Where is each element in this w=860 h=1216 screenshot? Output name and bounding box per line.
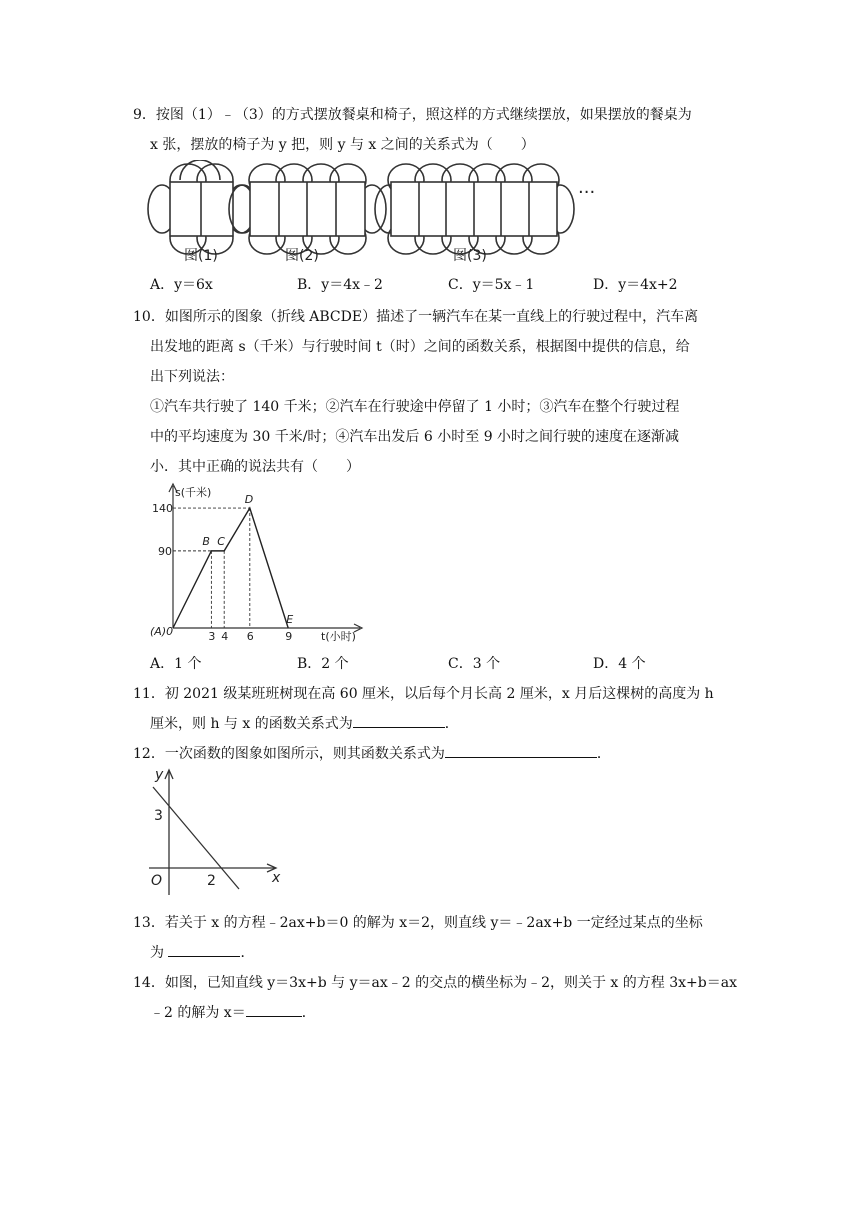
q13-line2: 为: [150, 945, 169, 961]
distance-polyline: [173, 508, 288, 628]
q9-tables-figure: [140, 160, 760, 270]
q13-line1: 13．若关于 x 的方程﹣2ax+b＝0 的解为 x＝2，则直线 y＝﹣2ax+b 一定经过某点的坐标: [133, 915, 703, 931]
x-tick-3: 3: [208, 630, 216, 643]
x-tick-9: 9: [285, 630, 293, 643]
figure-1-table: [148, 160, 255, 254]
y-intercept-label: 3: [154, 808, 163, 824]
q10-line1: 10．如图所示的图象（折线 ABCDE）描述了一辆汽车在某一直线上的行驶过程中，汽车离: [133, 309, 699, 325]
y-axis-label: s(千米): [175, 486, 212, 499]
y-axis-letter: y: [155, 767, 164, 783]
origin-letter: O: [151, 873, 163, 889]
q10-option-d: D．4 个: [593, 656, 646, 672]
q9-option-b: B．y＝4x﹣2: [297, 277, 383, 293]
q10-line4: ①汽车共行驶了 140 千米；②汽车在行驶途中停留了 1 小时；③汽车在整个行驶过程: [150, 399, 680, 415]
q9-line2: x 张，摆放的椅子为 y 把，则 y 与 x 之间的关系式为（ ）: [150, 137, 535, 153]
origin-label: (A)0: [150, 625, 174, 638]
q12-answer-blank[interactable]: [445, 743, 597, 758]
figure-2-tables: [229, 164, 386, 254]
x-axis-label: t(小时): [321, 630, 356, 643]
q10-line2: 出发地的距离 s（千米）与行驶时间 t（时）之间的函数关系，根据图中提供的信息，给: [150, 339, 690, 355]
q10-line3: 出下列说法：: [150, 369, 234, 385]
q12-line1-wrap: [133, 743, 611, 763]
y-tick-140: 140: [152, 502, 173, 516]
point-label-c: C: [217, 534, 225, 548]
continuation-ellipsis: ···: [578, 182, 596, 203]
point-label-d: D: [244, 493, 254, 507]
q9-option-a: A．y＝6x: [150, 277, 213, 293]
q9-line1: 9．按图（1）﹣（3）的方式摆放餐桌和椅子，照这样的方式继续摆放，如果摆放的餐桌为: [133, 107, 692, 123]
q13-answer-blank[interactable]: [168, 942, 240, 957]
q11-line2-end: ．: [444, 716, 459, 732]
q10-option-b: B．2 个: [297, 656, 349, 672]
figure-2-label: 图(2): [285, 248, 319, 264]
x-axis-letter: x: [272, 870, 281, 886]
x-tick-4: 4: [221, 630, 229, 643]
q13-line2-wrap: [150, 942, 254, 962]
q12-linear-function-graph: [145, 765, 295, 900]
q13-line2-end: ．: [240, 945, 255, 961]
point-label-b: B: [202, 534, 210, 548]
y-tick-90: 90: [158, 544, 172, 558]
q11-line1: 11．初 2021 级某班班树现在高 60 厘米，以后每个月长高 2 厘米，x 月后这棵树的高度为 h: [133, 686, 714, 702]
x-intercept-label: 2: [207, 873, 216, 889]
figure-3-tables: [375, 164, 574, 254]
q11-answer-blank[interactable]: [353, 713, 445, 728]
q10-option-a: A．1 个: [150, 656, 202, 672]
x-tick-6: 6: [246, 630, 254, 643]
q14-line2: ﹣2 的解为 x＝: [150, 1005, 246, 1021]
q9-option-c: C．y＝5x﹣1: [448, 277, 535, 293]
q12-line1-end: ．: [596, 746, 611, 762]
q12-line1: 12．一次函数的图象如图所示，则其函数关系式为: [133, 746, 445, 762]
q11-line2: 厘米，则 h 与 x 的函数关系式为: [150, 716, 353, 732]
function-line: [153, 787, 239, 889]
figure-3-label: 图(3): [453, 248, 487, 264]
q10-option-c: C．3 个: [448, 656, 501, 672]
q14-line1: 14．如图，已知直线 y＝3x+b 与 y＝ax﹣2 的交点的横坐标为﹣2，则关于 x 的方程 3x+b＝ax: [133, 975, 737, 991]
q14-answer-blank[interactable]: [246, 1002, 302, 1017]
q10-line6: 小．其中正确的说法共有（ ）: [150, 459, 360, 475]
q9-option-d: D．y＝4x+2: [593, 277, 678, 293]
point-label-e: E: [286, 613, 294, 626]
q10-line5: 中的平均速度为 30 千米/时；④汽车出发后 6 小时至 9 小时之间行驶的速度在逐渐减: [150, 429, 680, 445]
q11-line2-wrap: [150, 713, 459, 733]
q14-line2-wrap: [150, 1002, 316, 1022]
figure-1-label: 图(1): [184, 248, 218, 264]
q10-distance-time-graph: [148, 480, 378, 645]
q14-line2-end: ．: [301, 1005, 316, 1021]
